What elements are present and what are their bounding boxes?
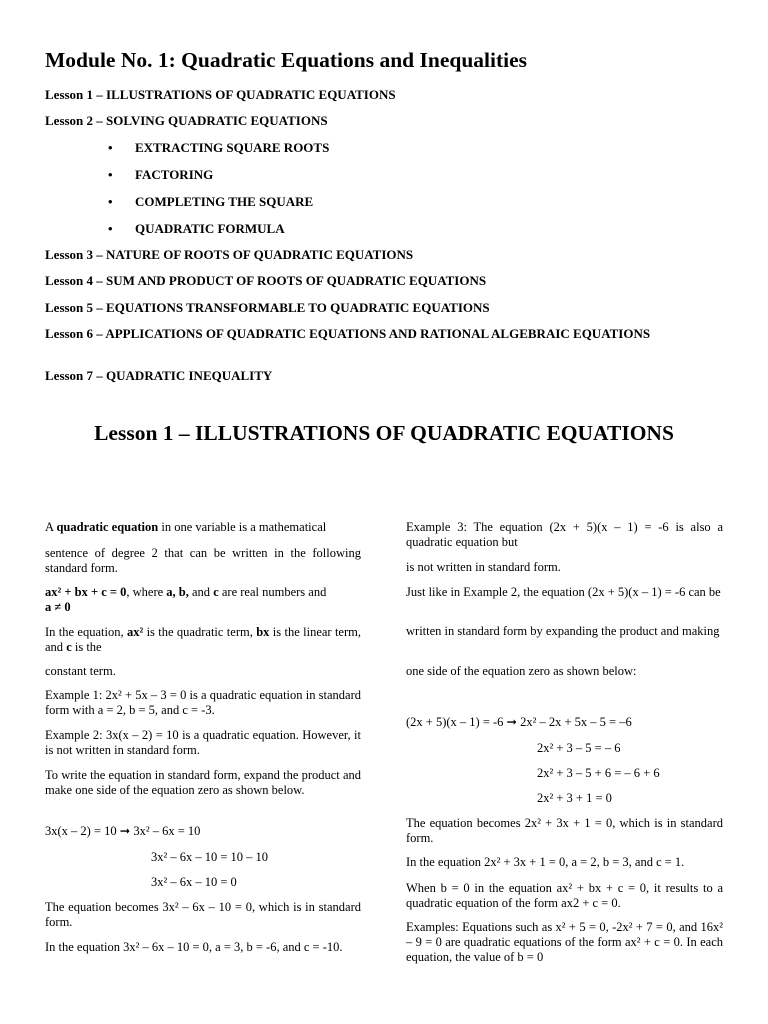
bullet-icon: • <box>108 194 113 209</box>
nonzero-condition: a ≠ 0 <box>45 600 71 614</box>
equation-line: 2x² + 3 – 5 = – 6 <box>537 741 621 755</box>
toc-lesson-1: Lesson 1 – ILLUSTRATIONS OF QUADRATIC EQUATIONS <box>45 87 396 102</box>
toc-lesson-2: Lesson 2 – SOLVING QUADRATIC EQUATIONS <box>45 113 328 128</box>
example-2: Example 2: 3x(x – 2) = 10 is a quadratic equation. However, it is not written in standard form. <box>45 728 361 757</box>
toc-lesson-6: Lesson 6 – APPLICATIONS OF QUADRATIC EQUATIONS AND RATIONAL ALGEBRAIC EQUATIONS <box>45 326 651 341</box>
right-paragraph: one side of the equation zero as shown below: <box>406 664 637 678</box>
toc-bullet-item <box>108 167 213 183</box>
bullet-label: COMPLETING THE SQUARE <box>135 194 314 209</box>
bullet-icon: • <box>108 221 113 236</box>
term-quadratic-equation: quadratic equation <box>56 520 159 534</box>
toc-bullet-item <box>108 194 313 210</box>
left-paragraph: constant term. <box>45 664 116 678</box>
lesson-heading: Lesson 1 – ILLUSTRATIONS OF QUADRATIC EQUATIONS <box>94 421 674 445</box>
terms-paragraph: In the equation, ax² is the quadratic term, bx is the linear term, and c is the <box>45 625 361 654</box>
left-paragraph: In the equation 3x² – 6x – 10 = 0, a = 3, b = -6, and c = -10. <box>45 940 343 954</box>
equation-line: 3x(x – 2) = 10 ➞ 3x² – 6x = 10 <box>45 824 201 838</box>
bullet-label: EXTRACTING SQUARE ROOTS <box>135 140 330 155</box>
bullet-label: FACTORING <box>135 167 214 182</box>
right-paragraph: is not written in standard form. <box>406 560 561 574</box>
left-paragraph: The equation becomes 3x² – 6x – 10 = 0, which is in standard form. <box>45 900 361 929</box>
equation-line: 3x² – 6x – 10 = 10 – 10 <box>151 850 269 864</box>
right-paragraph: Just like in Example 2, the equation (2x + 5)(x – 1) = -6 can be <box>406 585 721 599</box>
standard-form-paragraph: ax² + bx + c = 0, where a, b, and c are real numbers and a ≠ 0 <box>45 585 327 614</box>
right-paragraph: written in standard form by expanding the product and making <box>406 624 720 638</box>
right-paragraph: The equation becomes 2x² + 3x + 1 = 0, which is in standard form. <box>406 816 723 845</box>
left-paragraph: To write the equation in standard form, expand the product and make one side of the equation zero as shown below. <box>45 768 361 797</box>
left-paragraph-definition: A quadratic equation in one variable is a mathematical <box>45 520 327 534</box>
equation-line: (2x + 5)(x – 1) = -6 ➞ 2x² – 2x + 5x – 5 = –6 <box>406 715 632 729</box>
toc-lesson-7: Lesson 7 – QUADRATIC INEQUALITY <box>45 368 273 383</box>
equation-line: 2x² + 3 – 5 + 6 = – 6 + 6 <box>537 766 660 780</box>
example-3: Example 3: The equation (2x + 5)(x – 1) = -6 is also a quadratic equation but <box>406 520 723 549</box>
bullet-label: QUADRATIC FORMULA <box>135 221 285 236</box>
right-paragraph: Examples: Equations such as x² + 5 = 0, -2x² + 7 = 0, and 16x² – 9 = 0 are quadratic equations of the form ax² + c = 0. In each equation, the value of b = 0 <box>406 920 723 964</box>
left-paragraph: sentence of degree 2 that can be written in the following standard form. <box>45 546 361 575</box>
toc-bullet-item <box>108 221 285 237</box>
equation-line: 2x² + 3 + 1 = 0 <box>537 791 612 805</box>
toc-bullet-item <box>108 140 329 156</box>
toc-lesson-4: Lesson 4 – SUM AND PRODUCT OF ROOTS OF QUADRATIC EQUATIONS <box>45 273 487 288</box>
bullet-icon: • <box>108 167 113 182</box>
toc-lesson-5: Lesson 5 – EQUATIONS TRANSFORMABLE TO QUADRATIC EQUATIONS <box>45 300 490 315</box>
equation-line: 3x² – 6x – 10 = 0 <box>151 875 237 889</box>
right-paragraph: In the equation 2x² + 3x + 1 = 0, a = 2, b = 3, and c = 1. <box>406 855 685 869</box>
standard-form-equation: ax² + bx + c = 0 <box>45 585 127 599</box>
right-paragraph: When b = 0 in the equation ax² + bx + c = 0, it results to a quadratic equation of the form ax2 + c = 0. <box>406 881 723 910</box>
toc-lesson-3: Lesson 3 – NATURE OF ROOTS OF QUADRATIC EQUATIONS <box>45 247 414 262</box>
module-title: Module No. 1: Quadratic Equations and Inequalities <box>45 48 528 72</box>
bullet-icon: • <box>108 140 113 155</box>
example-1: Example 1: 2x² + 5x – 3 = 0 is a quadratic equation in standard form with a = 2, b = 5, and c = -3. <box>45 688 361 717</box>
